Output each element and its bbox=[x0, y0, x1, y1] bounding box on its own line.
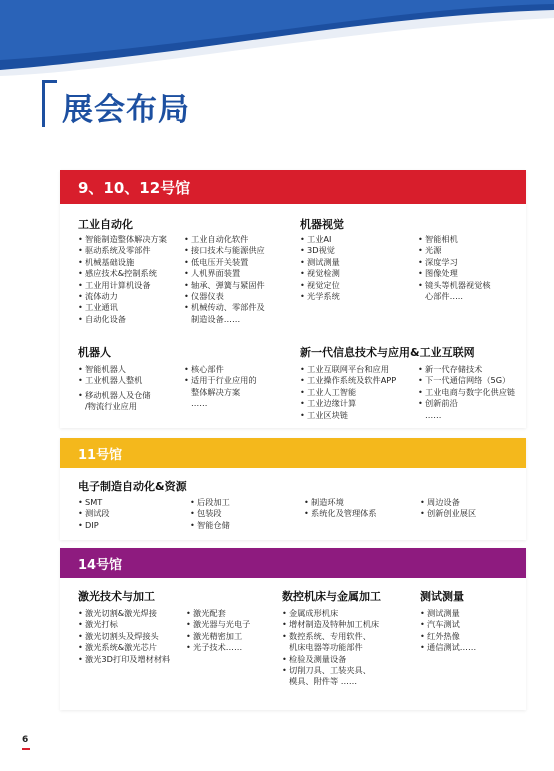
list-item: • 检验及测量设备 bbox=[282, 654, 379, 665]
section-title: 测试测量 bbox=[420, 590, 464, 603]
list-item: • 增材制造及特种加工机床 bbox=[282, 619, 379, 630]
item-list bbox=[78, 364, 151, 413]
list-item: • 视觉定位 bbox=[300, 280, 340, 291]
list-item: • 工业通讯 bbox=[78, 302, 167, 313]
list-item: • 智能仓储 bbox=[190, 520, 230, 531]
list-item: • 工业互联网平台和应用 bbox=[300, 364, 396, 375]
list-item: • 包装段 bbox=[190, 508, 230, 519]
list-item: • 激光配套 bbox=[186, 608, 250, 619]
list-item: • 人机界面装置 bbox=[184, 268, 265, 279]
item-list bbox=[190, 497, 230, 531]
page-number: 6 bbox=[22, 735, 29, 745]
item-list bbox=[420, 497, 476, 520]
list-item: 制造设备…… bbox=[191, 313, 241, 324]
title-bracket-decoration bbox=[42, 80, 57, 127]
item-list bbox=[420, 608, 476, 654]
list-item: • 机械基础设施 bbox=[78, 257, 167, 268]
section-title: 电子制造自动化&资源 bbox=[78, 480, 187, 493]
list-item: • 镜头等机器视觉核 bbox=[418, 280, 491, 291]
list-item: • 智能相机 bbox=[418, 234, 491, 245]
list-item: …… bbox=[425, 409, 442, 420]
list-item: • 核心部件 bbox=[184, 364, 257, 375]
list-item: • 后段加工 bbox=[190, 497, 230, 508]
list-item: • 金属成形机床 bbox=[282, 608, 379, 619]
list-item: • 深度学习 bbox=[418, 257, 491, 268]
list-item: 模具、附件等 …… bbox=[289, 676, 358, 687]
hall-name: 14号馆 bbox=[78, 557, 123, 573]
list-item: /物流行业应用 bbox=[85, 401, 137, 412]
list-item: • 轴承、弹簧与紧固件 bbox=[184, 280, 265, 291]
section-title: 新一代信息技术与应用&工业互联网 bbox=[300, 346, 475, 359]
hall-14 bbox=[60, 548, 526, 710]
hall-9-10-12 bbox=[60, 170, 526, 428]
list-item: 机床电器等功能部件 bbox=[289, 642, 363, 653]
list-item: • 激光器与光电子 bbox=[186, 619, 250, 630]
page-title: 展会布局 bbox=[62, 92, 190, 128]
list-item: • 仪器仪表 bbox=[184, 291, 265, 302]
list-item: • 工业边缘计算 bbox=[300, 398, 396, 409]
list-item: • 光学系统 bbox=[300, 291, 340, 302]
item-list bbox=[78, 608, 170, 665]
list-item: • 系统化及管理体系 bbox=[304, 508, 377, 519]
list-item: • 创新前沿 bbox=[418, 398, 515, 409]
list-item: • 光源 bbox=[418, 245, 491, 256]
page-number-underline bbox=[22, 748, 30, 750]
item-list bbox=[282, 608, 379, 688]
item-list bbox=[418, 364, 515, 421]
list-item: • 流体动力 bbox=[78, 291, 167, 302]
list-item: • 工业用计算机设备 bbox=[78, 280, 167, 291]
list-item: • 工业操作系统及软件APP bbox=[300, 375, 396, 386]
item-list bbox=[78, 497, 110, 531]
item-list bbox=[184, 234, 265, 325]
list-item: • 工业区块链 bbox=[300, 410, 396, 421]
hall-header bbox=[60, 548, 526, 578]
header-wave bbox=[0, 0, 554, 80]
list-item: • 测试段 bbox=[78, 508, 110, 519]
list-item: • 新一代存储技术 bbox=[418, 364, 515, 375]
list-item: • 图像处理 bbox=[418, 268, 491, 279]
list-item: • 接口技术与能源供应 bbox=[184, 245, 265, 256]
list-item: 心部件….. bbox=[425, 291, 463, 302]
item-list bbox=[300, 234, 340, 302]
list-item: • 工业人工智能 bbox=[300, 387, 396, 398]
list-item: • 低电压开关装置 bbox=[184, 257, 265, 268]
list-item: • 视觉检测 bbox=[300, 268, 340, 279]
list-item: • 红外热像 bbox=[420, 631, 476, 642]
list-item: • 机械传动、零部件及 bbox=[184, 302, 265, 313]
list-item: • 激光3D打印及增材材料 bbox=[78, 654, 170, 665]
list-item: • 驱动系统及零部件 bbox=[78, 245, 167, 256]
list-item: • 测试测量 bbox=[420, 608, 476, 619]
list-item: • DIP bbox=[78, 520, 110, 531]
hall-header bbox=[60, 438, 526, 468]
section-title: 数控机床与金属加工 bbox=[282, 590, 381, 603]
list-item: • 制造环境 bbox=[304, 497, 377, 508]
list-item: • 切削刀具、工装夹具、 bbox=[282, 665, 379, 676]
list-item: • 激光切割头及焊接头 bbox=[78, 631, 170, 642]
hall-name: 9、10、12号馆 bbox=[78, 178, 191, 197]
list-item: • 自动化设备 bbox=[78, 314, 167, 325]
list-item: • 光子技术…… bbox=[186, 642, 250, 653]
list-item: • 数控系统、专用软件、 bbox=[282, 631, 379, 642]
item-list bbox=[186, 608, 250, 654]
list-item: 整体解决方案 bbox=[191, 386, 241, 397]
item-list bbox=[304, 497, 377, 520]
list-item: …… bbox=[191, 398, 208, 409]
list-item: • 工业机器人整机 bbox=[78, 375, 151, 386]
section-title: 机器视觉 bbox=[300, 218, 344, 231]
list-item: • 创新创业展区 bbox=[420, 508, 476, 519]
list-item: • 智能机器人 bbox=[78, 364, 151, 375]
list-item: • 适用于行业应用的 bbox=[184, 375, 257, 386]
list-item: • 测试测量 bbox=[300, 257, 340, 268]
list-item: • 通信测试…… bbox=[420, 642, 476, 653]
item-list bbox=[300, 364, 396, 421]
list-item: • 汽车测试 bbox=[420, 619, 476, 630]
list-item: • 激光精密加工 bbox=[186, 631, 250, 642]
item-list bbox=[184, 364, 257, 410]
list-item: • 周边设备 bbox=[420, 497, 476, 508]
list-item: • 3D视觉 bbox=[300, 245, 340, 256]
hall-name: 11号馆 bbox=[78, 447, 123, 463]
section-title: 工业自动化 bbox=[78, 218, 133, 231]
hall-11 bbox=[60, 438, 526, 540]
list-item: • 工业自动化软件 bbox=[184, 234, 265, 245]
section-title: 机器人 bbox=[78, 346, 111, 359]
section-title: 激光技术与加工 bbox=[78, 590, 155, 603]
item-list bbox=[78, 234, 167, 325]
list-item: • 工业电商与数字化供应链 bbox=[418, 387, 515, 398]
item-list bbox=[418, 234, 491, 302]
list-item: • 下一代通信网络（5G） bbox=[418, 375, 515, 386]
list-item: • 工业AI bbox=[300, 234, 340, 245]
list-item: • 激光切割&激光焊接 bbox=[78, 608, 170, 619]
list-item: • 激光打标 bbox=[78, 619, 170, 630]
list-item: • 激光系统&激光芯片 bbox=[78, 642, 170, 653]
list-item: • SMT bbox=[78, 497, 110, 508]
list-item: • 感应技术&控制系统 bbox=[78, 268, 167, 279]
list-item: • 移动机器人及仓储 bbox=[78, 390, 151, 401]
list-item: • 智能制造整体解决方案 bbox=[78, 234, 167, 245]
hall-header bbox=[60, 170, 526, 204]
